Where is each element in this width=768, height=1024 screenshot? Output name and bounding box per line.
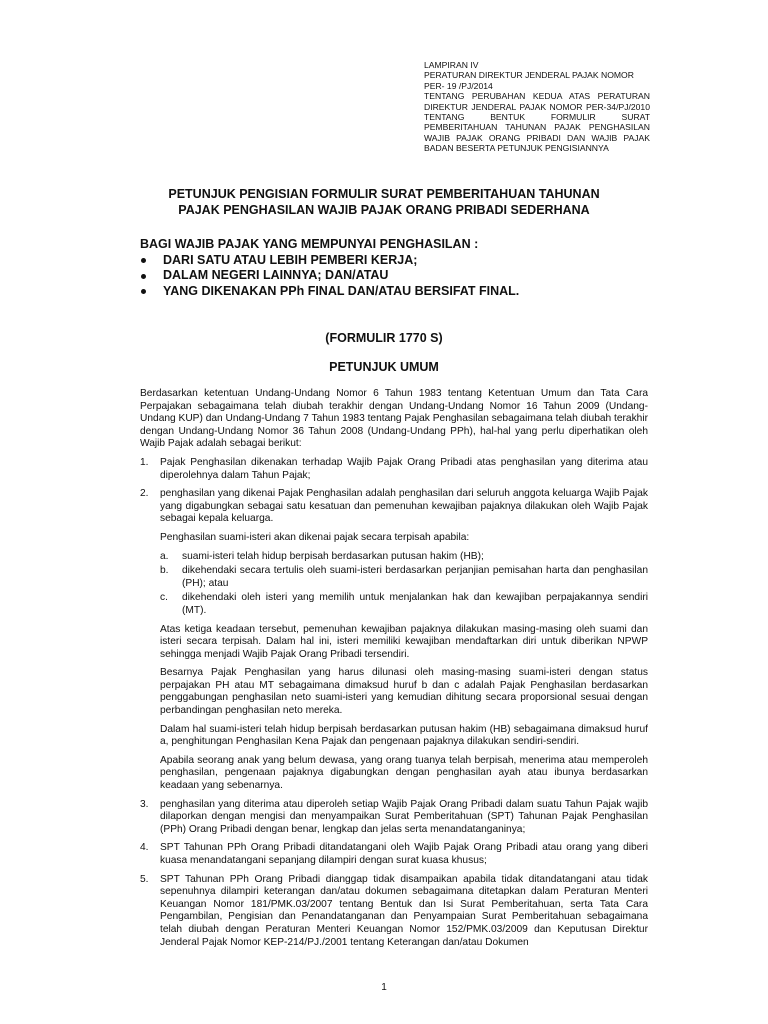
- criteria-text: DARI SATU ATAU LEBIH PEMBERI KERJA;: [163, 252, 418, 267]
- section-heading: PETUNJUK UMUM: [329, 360, 439, 374]
- criteria-text: DALAM NEGERI LAINNYA; DAN/ATAU: [163, 268, 389, 282]
- criteria-text: YANG DIKENAKAN PPh FINAL DAN/ATAU BERSIFAT FINAL.: [163, 283, 520, 298]
- sub-item: [160, 592, 648, 617]
- sub-item: [160, 565, 648, 590]
- bullet-dot-icon: [141, 258, 146, 263]
- lampiran-line: PER- 19 /PJ/2014: [424, 80, 493, 91]
- title-line-1: PETUNJUK PENGISIAN FORMULIR SURAT PEMBERITAHUAN TAHUNAN: [168, 187, 600, 201]
- lampiran-line: PERATURAN DIREKTUR JENDERAL PAJAK NOMOR: [424, 70, 634, 81]
- document-title: [120, 187, 648, 218]
- item-paragraph: Penghasilan suami-isteri akan dikenai pajak secara terpisah apabila:: [160, 531, 470, 543]
- item-paragraph: Besarnya Pajak Penghasilan yang harus dilunasi oleh masing-masing suami-isteri dengan status perpajakan PH atau MT sebagaimana dimaksud huruf b dan c adalah Pajak Penghasilan berdasarkan penggabungan penghasilan neto suami-isteri yang kemudian dihitung secara proporsional sesuai dengan perbandingan penghasilan neto mereka.: [160, 667, 648, 717]
- item-number: 1.: [140, 456, 149, 468]
- item-text: penghasilan yang dikenai Pajak Penghasilan adalah penghasilan dari seluruh anggota keluarga Wajib Pajak yang digabungkan sebagai satu kesatuan dan pemenuhan kewajiban pajaknya dilakukan oleh Wajib Pajak sebagai kepala keluarga.: [160, 488, 648, 525]
- item-paragraph: Apabila seorang anak yang belum dewasa, yang orang tuanya telah berpisah, menerima atau memperoleh penghasilan, pengenaan pajaknya digabungkan dengan penghasilan ayah atau ibunya berdasarkan keadaan yang sebenarnya.: [160, 754, 648, 792]
- intro-paragraph: Berdasarkan ketentuan Undang-Undang Nomor 6 Tahun 1983 tentang Ketentuan Umum dan Tata Cara Perpajakan sebagaimana telah diubah terakhir dengan Undang-Undang Nomor 16 Tahun 2009 (Undang-Undang KUP) dan Undang-Undang 7 Tahun 1983 tentang Pajak Penghasilan sebagaimana telah diubah terakhir dengan Undang-Undang Nomor 36 Tahun 2008 (Undang-Undang PPh), hal-hal yang perlu diperhatikan oleh Wajib Pajak adalah sebagai berikut:: [140, 388, 648, 450]
- sub-list: [160, 551, 648, 618]
- item-text: SPT Tahunan PPh Orang Pribadi ditandatangani oleh Wajib Pajak Orang Pribadi atau orang yang diberi kuasa menandatangani sepanjang dilampiri dengan surat kuasa khusus;: [160, 842, 648, 866]
- sub-item-letter: a.: [160, 550, 169, 562]
- criteria-bullet: [140, 268, 640, 284]
- numbered-item: [140, 874, 648, 950]
- form-code: (FORMULIR 1770 S): [325, 331, 443, 345]
- sub-item-letter: c.: [160, 592, 168, 604]
- taxpayer-criteria: [140, 237, 640, 299]
- bullet-dot-icon: [141, 274, 146, 279]
- lampiran-header: [424, 60, 650, 154]
- item-text: Pajak Penghasilan dikenakan terhadap Wajib Pajak Orang Pribadi atas penghasilan yang diterima atau diperolehnya dalam Tahun Pajak;: [160, 456, 648, 481]
- sub-item-text: dikehendaki oleh isteri yang memilih untuk menjalankan hak dan kewajiban perpajakannya sendiri (MT).: [182, 592, 648, 616]
- item-text: penghasilan yang diterima atau diperoleh setiap Wajib Pajak Orang Pribadi dalam suatu Tahun Pajak wajib dilaporkan dengan mengisi dan menyampaikan Surat Pemberitahuan (SPT) Tahunan Pajak Penghasilan (PPh) Orang Pribadi dengan benar, lengkap dan jelas serta menandatanganinya;: [160, 798, 648, 835]
- numbered-item: [140, 799, 648, 837]
- lampiran-line: LAMPIRAN IV: [424, 60, 479, 70]
- criteria-bullet: [140, 284, 640, 300]
- page-number: 1: [381, 982, 387, 993]
- criteria-bullet: [140, 253, 640, 269]
- sub-item-letter: b.: [160, 565, 169, 577]
- numbered-item: [140, 488, 648, 792]
- bullet-dot-icon: [141, 289, 146, 294]
- criteria-heading: BAGI WAJIB PAJAK YANG MEMPUNYAI PENGHASILAN :: [140, 237, 479, 251]
- sub-item: [160, 551, 648, 564]
- item-number: 2.: [140, 488, 149, 500]
- sub-item-text: suami-isteri telah hidup berpisah berdasarkan putusan hakim (HB);: [182, 550, 484, 562]
- numbered-item: [140, 457, 648, 482]
- item-number: 4.: [140, 842, 149, 854]
- item-number: 3.: [140, 798, 149, 810]
- title-line-2: PAJAK PENGHASILAN WAJIB PAJAK ORANG PRIBADI SEDERHANA: [178, 202, 590, 217]
- item-paragraph: Dalam hal suami-isteri telah hidup berpisah berdasarkan putusan hakim (HB) sebagaimana dimaksud huruf a, penghitungan Penghasilan Kena Pajak dan pengenaan pajaknya dilakukan sendiri-sendiri.: [160, 723, 648, 748]
- item-number: 5.: [140, 873, 149, 885]
- sub-item-text: dikehendaki secara tertulis oleh suami-isteri berdasarkan perjanjian pemisahan harta dan penghasilan (PH); atau: [182, 565, 648, 589]
- item-text: SPT Tahunan PPh Orang Pribadi dianggap tidak disampaikan apabila tidak ditandatangani atau tidak sepenuhnya dilampiri keterangan dan/atau dokumen sebagaimana ditetapkan dalam Peraturan Menteri Keuangan Nomor 181/PMK.03/2007 tentang Bentuk dan Isi Surat Pemberitahuan, serta Tata Cara Pengambilan, Pengisian dan Penandatanganan dan Penyampaian Surat Pemberitahuan sebagaimana telah diubah dengan Peraturan Menteri Keuangan Nomor 152/PMK.03/2009 dan Keputusan Direktur Jenderal Pajak Nomor KEP-214/PJ./2001 tentang Keterangan dan/atau Dokumen: [160, 873, 648, 948]
- lampiran-line: TENTANG PERUBAHAN KEDUA ATAS PERATURAN DIREKTUR JENDERAL PAJAK NOMOR PER-34/PJ/2010 TENTANG BENTUK FORMULIR SURAT PEMBERITAHUAN TAHUNAN PAJAK PENGHASILAN WAJIB PAJAK ORANG PRIBADI DAN WAJIB PAJAK BADAN BESERTA PETUNJUK PENGISIANNYA: [424, 91, 650, 154]
- body-text: [140, 388, 648, 955]
- item-paragraph: Atas ketiga keadaan tersebut, pemenuhan kewajiban pajaknya dilakukan masing-masing oleh suami dan isteri secara terpisah. Dalam hal ini, isteri memiliki kewajiban mendaftarkan diri untuk diberikan NPWP sehingga menjadi Wajib Pajak Orang Pribadi tersendiri.: [160, 623, 648, 660]
- numbered-item: [140, 842, 648, 867]
